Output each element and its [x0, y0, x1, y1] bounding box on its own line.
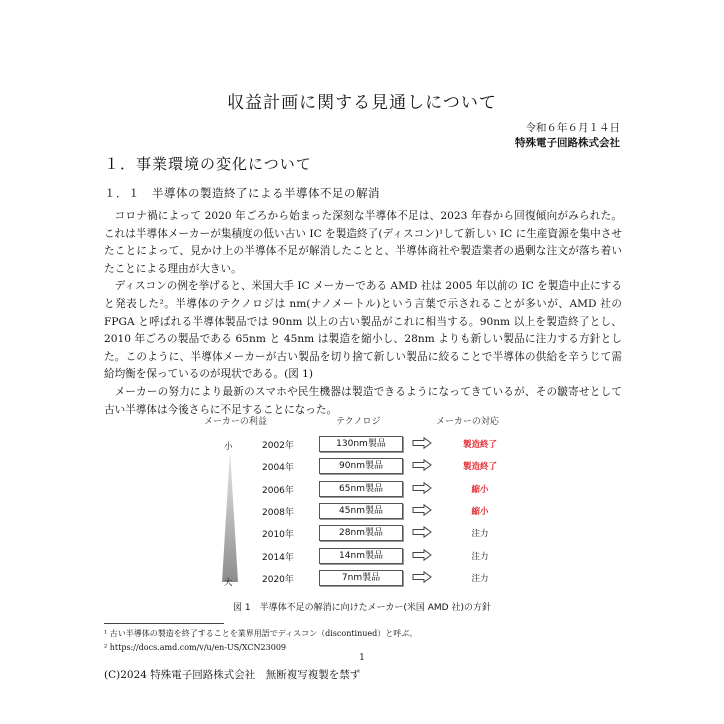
right-arrow-icon	[412, 504, 432, 516]
figure-row-tech-box: 130nm製品	[319, 436, 403, 452]
figure-row	[200, 458, 530, 474]
figure-row-tech-box: 7nm製品	[319, 570, 403, 586]
figure-row	[200, 481, 530, 497]
right-arrow-icon	[412, 459, 432, 471]
figure-caption: 図 1 半導体不足の解消に向けたメーカー(米国 AMD 社)の方針	[232, 603, 491, 613]
paragraph: ディスコンの例を挙げると、米国大手 IC メーカーである AMD 社は 2005 年以前の IC を製造中止にすると発表した²。半導体のテクノロジは nm(ナノメートル)という言葉で示されることが多いが、AMD 社の FPGA と呼ばれる半導体製品では 90nm 以上の古い製品がこれに相当する。90nm 以上を製造終了とし、2010 年ごろの製品である 65nm と 45nm は製造を縮小し、28nm よりも新しい製品に注力する方針とした。このように、半導体メーカーが古い製品を切り捨て新しい製品に絞ることで半導体の供給を辛うじて需給均衡を保っているのが現状である。(図 1)	[104, 280, 622, 381]
right-arrow-icon	[412, 571, 432, 583]
copyright-footer: (C)2024 特殊電子回路株式会社 無断複写複製を禁ず	[104, 669, 361, 681]
figure-row-response: 注力	[471, 529, 489, 540]
profit-small-label: 小	[224, 442, 233, 452]
figure-row	[200, 548, 530, 564]
figure-row-tech-box: 45nm製品	[319, 503, 403, 519]
figure-row-year: 2002年	[262, 441, 294, 451]
figure-row-response: 注力	[471, 573, 489, 584]
page-number: 1	[359, 653, 365, 663]
figure-row-tech-box: 65nm製品	[319, 481, 403, 497]
footnote-divider	[104, 623, 224, 624]
figure-row	[200, 525, 530, 541]
figure-row-response: 製造終了	[462, 462, 497, 473]
subsection-heading: １．１ 半導体の製造終了による半導体不足の解消	[104, 186, 380, 200]
paragraph: メーカーの努力により最新のスマホや民生機器は製造できるようになってきているが、その皺寄せとして古い半導体は今後さらに不足することになった。	[104, 385, 622, 416]
right-arrow-icon	[412, 526, 432, 538]
section-heading: １．事業環境の変化について	[104, 155, 312, 173]
figure-row-tech-box: 90nm製品	[319, 458, 403, 474]
figure-row-response: 注力	[471, 551, 489, 562]
figure-row	[200, 570, 530, 586]
figure-1	[200, 414, 530, 594]
figure-row-response: 縮小	[471, 484, 489, 495]
document-title: 収益計画に関する見通しについて	[227, 93, 497, 113]
document-date: 令和６年６月１４日	[525, 122, 620, 134]
figure-header-tech: テクノロジ	[336, 417, 381, 427]
company-name: 特殊電子回路株式会社	[515, 137, 620, 149]
figure-row-response: 縮小	[471, 506, 489, 517]
figure-row	[200, 503, 530, 519]
profit-large-label: 大	[224, 578, 233, 588]
figure-header-response: メーカーの対応	[436, 417, 499, 427]
figure-row-year: 2020年	[262, 574, 294, 585]
figure-row-tech-box: 28nm製品	[319, 525, 403, 541]
right-arrow-icon	[412, 482, 432, 494]
figure-header-profit: メーカーの利益	[204, 417, 267, 427]
figure-row-year: 2006年	[262, 485, 294, 496]
figure-row-year: 2004年	[262, 463, 294, 474]
right-arrow-icon	[412, 437, 432, 449]
figure-row	[200, 436, 530, 452]
figure-row-year: 2008年	[262, 507, 294, 518]
body-text	[104, 208, 622, 419]
figure-row-year: 2010年	[262, 530, 294, 541]
figure-row-tech-box: 14nm製品	[319, 548, 403, 564]
footnote-2: ² https://docs.amd.com/v/u/en-US/XCN23009	[104, 643, 287, 652]
paragraph: コロナ禍によって 2020 年ごろから始まった深刻な半導体不足は、2023 年春から回復傾向がみられた。これは半導体メーカーが集積度の低い古い IC を製造終了(ディスコン)¹して新しい IC に生産資源を集中させたことによって、見かけ上の半導体不足が解消したことと、半導体商社や製造業者の過剰な注文が落ち着いたことによる理由が大きい。	[104, 210, 622, 275]
figure-row-response: 製造終了	[462, 440, 497, 450]
right-arrow-icon	[412, 549, 432, 561]
footnote-1: ¹ 古い半導体の製造を終了することを業界用語でディスコン（discontinued）と呼ぶ。	[104, 629, 418, 638]
figure-row-year: 2014年	[262, 552, 294, 563]
